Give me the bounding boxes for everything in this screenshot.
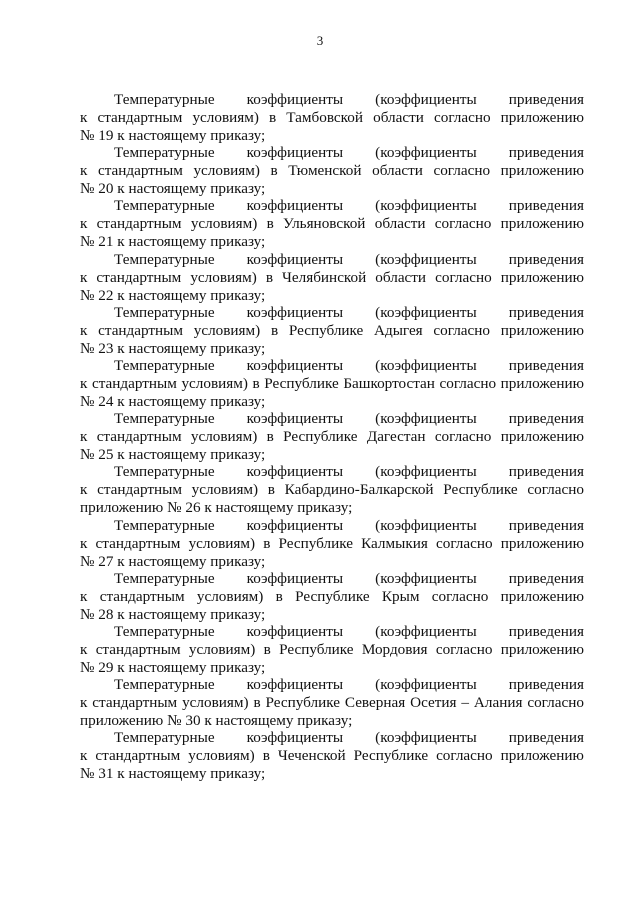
word: стандартным bbox=[97, 162, 183, 180]
word: к bbox=[80, 375, 88, 392]
word: Чеченской bbox=[277, 747, 346, 765]
word: согласно bbox=[433, 321, 490, 339]
word: условиям) bbox=[190, 268, 257, 286]
word: (коэффициенты bbox=[375, 357, 477, 374]
word: приведения bbox=[508, 516, 584, 534]
word: Температурные bbox=[114, 729, 215, 747]
word: коэффициенты bbox=[246, 569, 344, 587]
paragraph-second-line bbox=[80, 641, 584, 659]
word: стандартным bbox=[95, 534, 181, 552]
word: в bbox=[270, 162, 278, 180]
word: условиям) bbox=[193, 162, 260, 180]
paragraph-last-line: приложению № 30 к настоящему приказу; bbox=[80, 712, 353, 730]
paragraph-second-line bbox=[80, 588, 584, 606]
paragraph-first-line bbox=[80, 357, 584, 375]
word: условиям) bbox=[196, 587, 264, 605]
paragraph-last-line: № 19 к настоящему приказу; bbox=[80, 127, 266, 144]
word: стандартным bbox=[95, 641, 181, 658]
word: согласно bbox=[436, 747, 493, 765]
word: приложению bbox=[500, 587, 584, 605]
word: приложению bbox=[500, 428, 584, 446]
word: коэффициенты bbox=[246, 197, 344, 215]
word: (коэффициенты bbox=[375, 569, 477, 587]
word: приведения bbox=[508, 250, 584, 268]
paragraph-second-line bbox=[80, 215, 584, 233]
word: Температурные bbox=[114, 91, 215, 108]
word: условиям) bbox=[190, 428, 258, 446]
word: Осетия bbox=[410, 694, 457, 712]
word: Дагестан bbox=[366, 428, 426, 446]
paragraph-last-line: № 29 к настоящему приказу; bbox=[80, 659, 266, 676]
word: Мордовия bbox=[361, 641, 428, 658]
word: области bbox=[375, 268, 427, 286]
word: в bbox=[275, 587, 283, 605]
paragraph-second-line bbox=[80, 428, 584, 446]
word: (коэффициенты bbox=[375, 144, 477, 162]
word: приведения bbox=[508, 676, 584, 694]
word: стандартным bbox=[96, 215, 182, 233]
word: области bbox=[372, 162, 423, 180]
paragraph-last-line: № 24 к настоящему приказу; bbox=[80, 393, 266, 410]
paragraph-first-line bbox=[80, 729, 584, 747]
word: Крым bbox=[381, 587, 420, 605]
word: приложению bbox=[500, 747, 584, 765]
paragraph-last-line: приложению № 26 к настоящему приказу; bbox=[80, 499, 353, 517]
word: Калмыкия bbox=[361, 534, 428, 552]
word: Температурные bbox=[114, 144, 215, 162]
word: стандартным bbox=[92, 694, 178, 712]
paragraph-second-line bbox=[80, 109, 584, 127]
word: Республике bbox=[283, 428, 358, 446]
word: (коэффициенты bbox=[375, 303, 477, 321]
word: коэффициенты bbox=[246, 516, 344, 534]
word: Температурные bbox=[114, 303, 215, 321]
word: к bbox=[80, 587, 88, 605]
paragraph-last-line: № 28 к настоящему приказу; bbox=[80, 605, 266, 623]
paragraph-first-line bbox=[80, 570, 584, 588]
paragraph-second-line bbox=[80, 747, 584, 765]
word: к bbox=[80, 534, 88, 552]
word: приложению bbox=[500, 215, 584, 233]
word: условиям) bbox=[182, 694, 249, 712]
word: согласно bbox=[433, 162, 491, 180]
word: условиям) bbox=[193, 321, 261, 339]
paragraph-first-line bbox=[80, 197, 584, 215]
word: Тамбовской bbox=[286, 109, 364, 126]
word: стандартным bbox=[96, 428, 182, 446]
word: стандартным bbox=[99, 587, 185, 605]
word: к bbox=[80, 694, 88, 712]
word: приведения bbox=[508, 463, 584, 481]
word: (коэффициенты bbox=[375, 250, 477, 268]
word: согласно bbox=[434, 215, 492, 233]
word: приведения bbox=[508, 623, 584, 640]
paragraph-first-line bbox=[80, 410, 584, 428]
word: в bbox=[266, 215, 274, 233]
word: согласно bbox=[527, 694, 584, 712]
word: коэффициенты bbox=[246, 623, 344, 640]
word: приведения bbox=[508, 91, 584, 108]
page-number: 3 bbox=[316, 33, 324, 48]
paragraph-last-line: № 31 к настоящему приказу; bbox=[80, 765, 266, 783]
word: Республике bbox=[265, 694, 340, 712]
word: Башкортостан bbox=[343, 375, 435, 392]
paragraph-last-line: № 27 к настоящему приказу; bbox=[80, 552, 266, 570]
word: приложению bbox=[500, 641, 584, 658]
paragraph-first-line bbox=[80, 517, 584, 535]
word: в bbox=[270, 321, 279, 339]
word: согласно bbox=[434, 428, 492, 446]
word: приведения bbox=[508, 144, 584, 162]
paragraph-first-line bbox=[80, 676, 584, 694]
word: стандартным bbox=[98, 321, 183, 339]
paragraph-last-line: № 25 к настоящему приказу; bbox=[80, 446, 266, 464]
word: коэффициенты bbox=[246, 250, 344, 268]
word: Температурные bbox=[114, 569, 215, 587]
paragraph-second-line bbox=[80, 535, 584, 553]
paragraph-first-line bbox=[80, 144, 584, 162]
word: Температурные bbox=[114, 197, 215, 215]
word: в bbox=[263, 641, 271, 658]
word: Республике bbox=[279, 641, 354, 658]
word: Температурные bbox=[114, 676, 215, 694]
paragraph-second-line bbox=[80, 694, 584, 712]
word: (коэффициенты bbox=[375, 410, 477, 428]
word: в bbox=[267, 481, 275, 499]
word: условиям) bbox=[188, 641, 256, 658]
word: приведения bbox=[508, 729, 584, 747]
word: коэффициенты bbox=[246, 676, 344, 694]
word: согласно bbox=[435, 534, 493, 552]
word: области bbox=[373, 109, 424, 126]
word: стандартным bbox=[97, 109, 183, 126]
paragraph-last-line: № 22 к настоящему приказу; bbox=[80, 286, 266, 304]
word: условиям) bbox=[188, 747, 255, 765]
word: Республике bbox=[288, 321, 364, 339]
word: коэффициенты bbox=[246, 729, 344, 747]
word: к bbox=[80, 428, 88, 446]
word: Алания bbox=[473, 694, 523, 712]
word: (коэффициенты bbox=[375, 676, 477, 694]
word: приведения bbox=[508, 303, 584, 321]
paragraph-first-line bbox=[80, 304, 584, 322]
word: в bbox=[266, 428, 274, 446]
word: стандартным bbox=[91, 375, 177, 392]
word: стандартным bbox=[95, 747, 181, 765]
word: в bbox=[253, 694, 261, 712]
word: коэффициенты bbox=[246, 144, 344, 162]
word: Кабардино-Балкарской bbox=[284, 481, 434, 499]
word: области bbox=[374, 215, 426, 233]
word: Ульяновской bbox=[283, 215, 366, 233]
word: приложению bbox=[500, 375, 584, 392]
word: стандартным bbox=[96, 268, 182, 286]
word: коэффициенты bbox=[246, 463, 344, 481]
word: приложению bbox=[500, 162, 584, 180]
word: к bbox=[80, 215, 88, 233]
word: (коэффициенты bbox=[375, 197, 477, 215]
word: согласно bbox=[435, 641, 493, 658]
paragraph-second-line bbox=[80, 162, 584, 180]
word: в bbox=[263, 534, 271, 552]
word: Температурные bbox=[114, 516, 215, 534]
word: к bbox=[80, 268, 88, 286]
word: приведения bbox=[508, 357, 584, 374]
word: в bbox=[252, 375, 260, 392]
word: коэффициенты bbox=[246, 410, 344, 428]
word: приведения bbox=[508, 569, 584, 587]
word: к bbox=[80, 109, 88, 126]
word: (коэффициенты bbox=[375, 623, 477, 640]
word: Республике bbox=[295, 587, 370, 605]
word: к bbox=[80, 162, 88, 180]
word: согласно bbox=[527, 481, 584, 499]
word: условиям) bbox=[181, 375, 248, 392]
paragraph-last-line: № 20 к настоящему приказу; bbox=[80, 180, 266, 198]
word: Республике bbox=[264, 375, 339, 392]
paragraph-first-line bbox=[80, 463, 584, 481]
word: к bbox=[80, 481, 88, 499]
word: Температурные bbox=[114, 357, 215, 374]
word: (коэффициенты bbox=[375, 729, 477, 747]
word: в bbox=[269, 109, 277, 126]
word: приложению bbox=[500, 268, 584, 286]
word: приведения bbox=[508, 410, 584, 428]
word: Температурные bbox=[114, 410, 215, 428]
word: в bbox=[262, 747, 270, 765]
word: согласно bbox=[435, 268, 492, 286]
word: условиям) bbox=[192, 109, 259, 126]
word: в bbox=[265, 268, 273, 286]
word: Адыгея bbox=[374, 321, 423, 339]
word: приложению bbox=[500, 109, 584, 126]
word: коэффициенты bbox=[246, 357, 344, 374]
word: согласно bbox=[433, 109, 491, 126]
word: условиям) bbox=[188, 534, 256, 552]
word: приложению bbox=[500, 534, 584, 552]
word: Северная bbox=[344, 694, 406, 712]
word: Республике bbox=[278, 534, 353, 552]
word: коэффициенты bbox=[246, 303, 344, 321]
word: приведения bbox=[508, 197, 584, 215]
word: (коэффициенты bbox=[375, 91, 477, 108]
paragraph-last-line: № 23 к настоящему приказу; bbox=[80, 339, 266, 357]
word: Республике bbox=[443, 481, 518, 499]
word: к bbox=[80, 321, 88, 339]
word: условиям) bbox=[191, 481, 259, 499]
paragraph-second-line bbox=[80, 269, 584, 287]
paragraph-second-line bbox=[80, 375, 584, 393]
word: коэффициенты bbox=[246, 91, 344, 108]
word: условиям) bbox=[190, 215, 258, 233]
word: Челябинской bbox=[282, 268, 367, 286]
word: к bbox=[80, 641, 88, 658]
word: Температурные bbox=[114, 250, 215, 268]
paragraph-first-line bbox=[80, 91, 584, 109]
word: согласно bbox=[431, 587, 489, 605]
paragraph-first-line bbox=[80, 623, 584, 641]
paragraph-second-line bbox=[80, 322, 584, 340]
word: – bbox=[461, 694, 469, 712]
paragraph-first-line bbox=[80, 251, 584, 269]
word: к bbox=[80, 747, 88, 765]
word: приложению bbox=[500, 321, 584, 339]
word: Температурные bbox=[114, 623, 215, 640]
paragraph-last-line: № 21 к настоящему приказу; bbox=[80, 233, 266, 251]
paragraph-second-line bbox=[80, 481, 584, 499]
word: Температурные bbox=[114, 463, 215, 481]
word: (коэффициенты bbox=[375, 516, 477, 534]
word: (коэффициенты bbox=[375, 463, 477, 481]
word: Республике bbox=[353, 747, 429, 765]
word: Тюменской bbox=[288, 162, 362, 180]
word: согласно bbox=[439, 375, 497, 392]
word: стандартным bbox=[97, 481, 182, 499]
